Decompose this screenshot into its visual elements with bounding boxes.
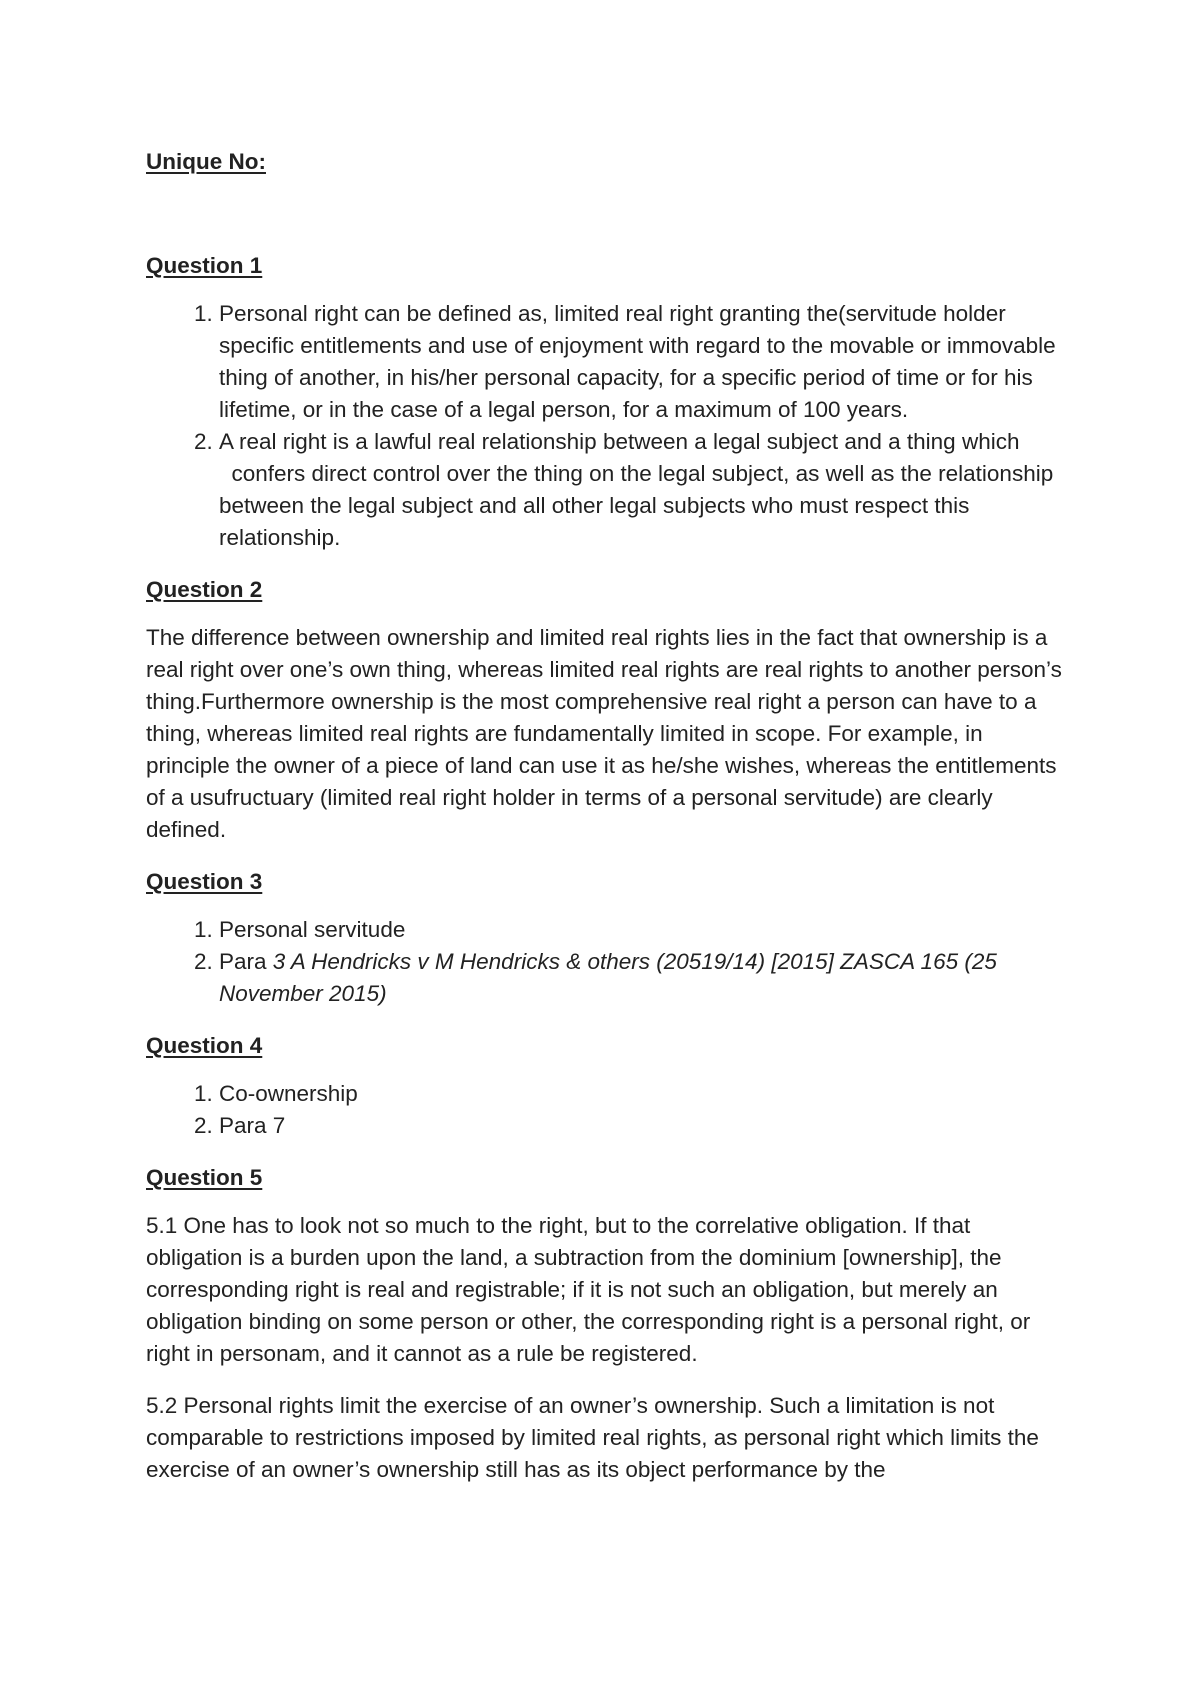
question-2-answer: The difference between ownership and limited real rights lies in the fact that ownership is a real right over one’s own thing, whereas limited real rights are real rights to another person’s thing.Furthermore ownership is the most comprehensive real right a person can have to a thing, whereas limited real rights are fundamentally limited in scope. For example, in principle the owner of a piece of land can use it as he/she wishes, whereas the entitlements of a usufructuary (limited real right holder in terms of a personal servitude) are clearly defined. <box>146 625 1062 842</box>
question-5-heading: Question 5 <box>146 1165 263 1190</box>
question-5-1-answer: 5.1 One has to look not so much to the right, but to the correlative obligation. If that obligation is a burden upon the land, a subtraction from the dominium [ownership], the corresponding right is real and registrable; if it is not such an obligation, but merely an obligation binding on some person or other, the corresponding right is a personal right, or right in personam, and it cannot as a rule be registered. <box>146 1213 1031 1366</box>
list-item: 1. Personal servitude <box>219 914 1066 946</box>
case-citation: 3 A Hendricks v M Hendricks & others (20519/14) [2015] ZASCA 165 (25 November 2015) <box>219 949 997 1006</box>
question-1-list <box>146 298 1066 554</box>
question-1-section <box>146 250 1066 554</box>
question-4-list <box>146 1078 1066 1142</box>
list-item: 1. Personal right can be defined as, limited real right granting the(servitude holder specific entitlements and use of enjoyment with regard to the movable or immovable thing of another, in his/her personal capacity, for a specific period of time or for his lifetime, or in the case of a legal person, for a maximum of 100 years. <box>219 298 1066 426</box>
document-page <box>146 146 1066 1506</box>
list-item: 2. A real right is a lawful real relationship between a legal subject and a thing which confers direct control over the thing on the legal subject, as well as the relationship between the legal subject and all other legal subjects who must respect this relationship. <box>219 426 1066 554</box>
question-3-list <box>146 914 1066 1010</box>
question-3-heading: Question 3 <box>146 869 263 894</box>
question-2-heading: Question 2 <box>146 577 263 602</box>
question-3-section <box>146 866 1066 1010</box>
question-4-section <box>146 1030 1066 1142</box>
question-2-section <box>146 574 1066 846</box>
question-4-heading: Question 4 <box>146 1033 263 1058</box>
case-citation-prefix: Para <box>219 949 273 974</box>
list-item: 2. Para 7 <box>219 1110 1066 1142</box>
list-item: 1. Co-ownership <box>219 1078 1066 1110</box>
list-item <box>219 946 1066 1010</box>
question-1-heading: Question 1 <box>146 253 263 278</box>
unique-no-label: Unique No: <box>146 149 266 174</box>
question-5-2-answer: 5.2 Personal rights limit the exercise of an owner’s ownership. Such a limitation is not comparable to restrictions imposed by limited real rights, as personal right which limits the exercise of an owner’s ownership still has as its object performance by the <box>146 1393 1039 1482</box>
question-5-section <box>146 1162 1066 1486</box>
